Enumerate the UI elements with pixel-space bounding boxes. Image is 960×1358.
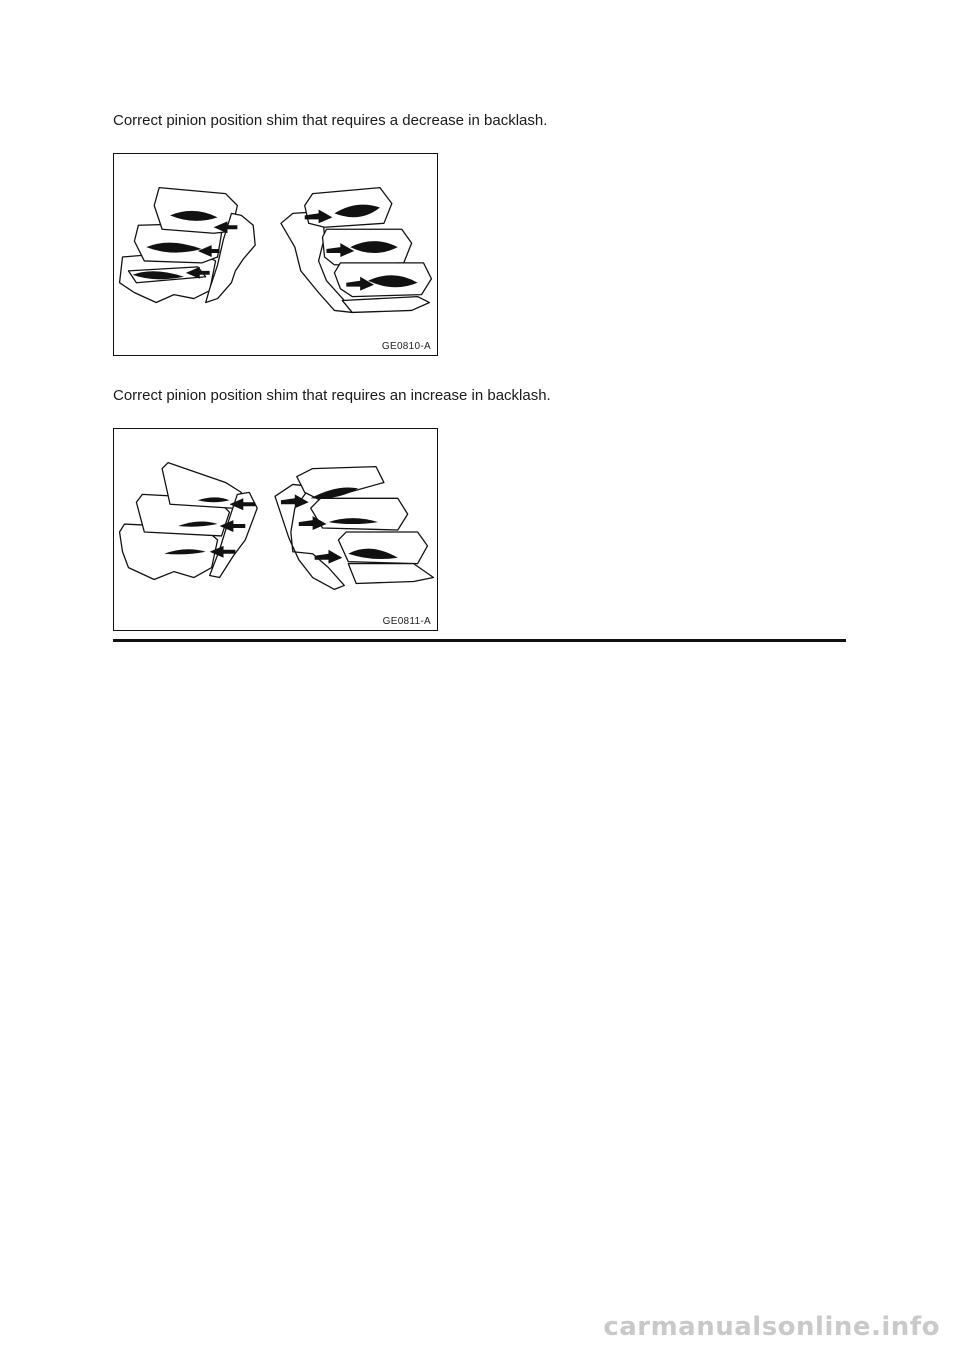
- gear-teeth-illustration-increase: [114, 429, 437, 630]
- caption-increase-backlash: Correct pinion position shim that requires an increase in backlash.: [113, 387, 551, 404]
- right-gear-teeth: [275, 467, 433, 590]
- figure-code-label: GE0810-A: [381, 341, 431, 352]
- figure-code-label: GE0811-A: [382, 616, 431, 627]
- right-gear-teeth: [281, 188, 432, 313]
- left-gear-teeth: [120, 463, 258, 580]
- gear-contact-pattern-figure-increase: [113, 428, 438, 631]
- gear-contact-pattern-figure-decrease: [113, 153, 438, 356]
- caption-decrease-backlash: Correct pinion position shim that requires a decrease in backlash.: [113, 112, 548, 129]
- watermark: carmanualsonline.info: [603, 1312, 940, 1342]
- gear-teeth-illustration-decrease: [114, 154, 437, 355]
- section-divider: [113, 639, 846, 642]
- left-gear-teeth: [120, 188, 256, 303]
